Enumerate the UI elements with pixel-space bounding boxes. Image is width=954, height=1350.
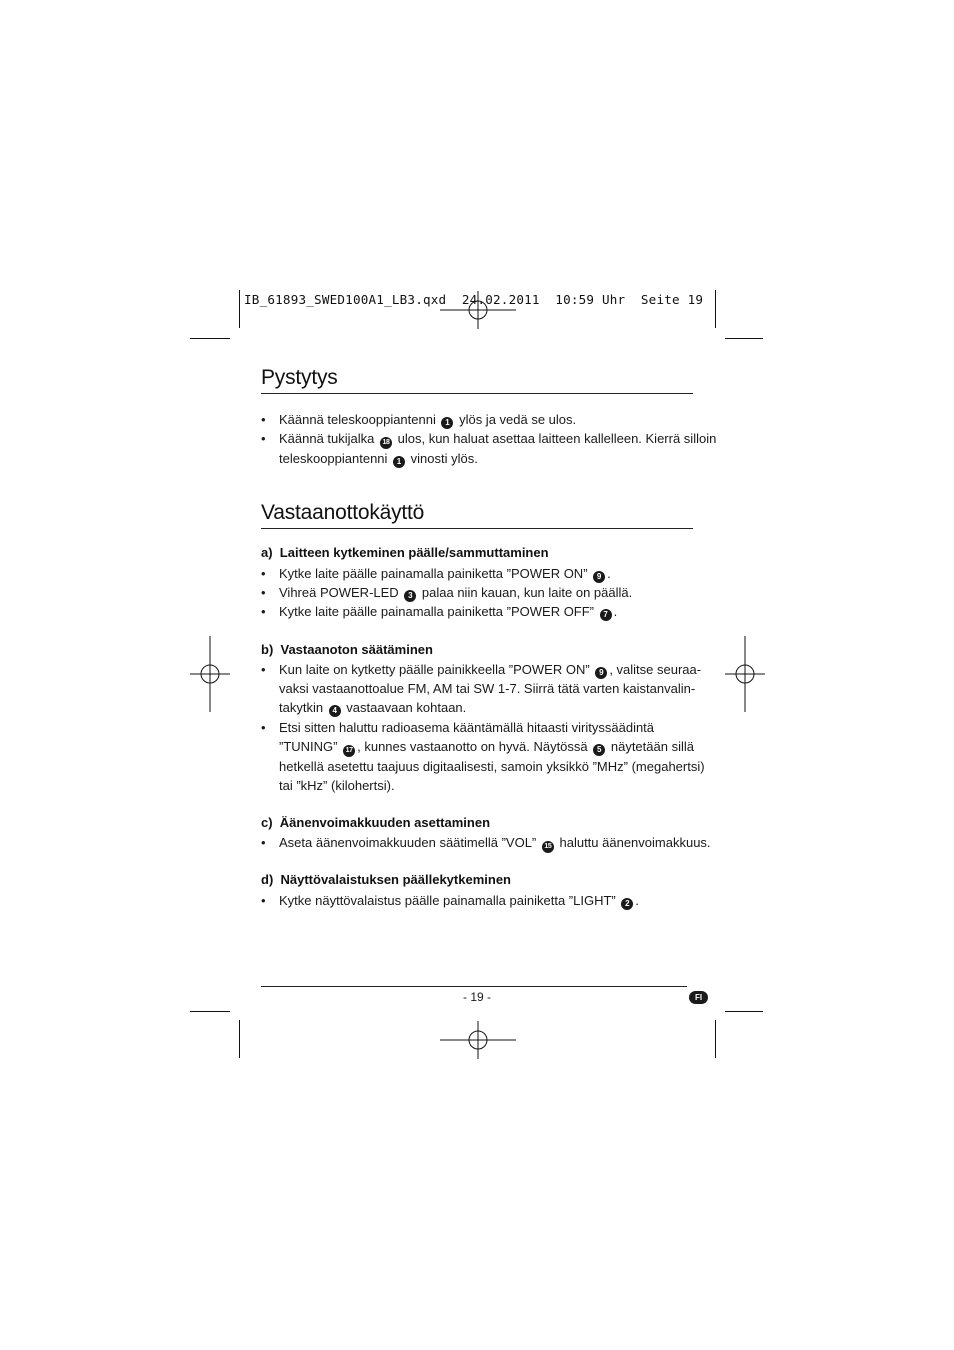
item-text: takytkin (279, 700, 327, 715)
item-text: Kytke laite päälle painamalla painiketta ”POWER ON” (279, 566, 592, 581)
item-text: vaksi vastaanottoalue FM, AM tai SW 1-7. Siirrä tätä varten kaistanvalin- (279, 681, 696, 696)
list-item: • Käännä tukijalka 18 ulos, kun haluat asettaa laitteen kallelleen. Kierrä silloin teleskooppiantenni 1 vinosti ylös. (261, 431, 717, 466)
item-text: Kytke laite päälle painamalla painiketta ”POWER OFF” (279, 604, 598, 619)
callout-number-icon: 1 (441, 417, 453, 429)
item-text: ”TUNING” (279, 739, 342, 754)
callout-number-icon: 7 (600, 609, 612, 621)
subsection-title-a: a) Laitteen kytkeminen päälle/sammuttaminen (261, 545, 549, 560)
item-text: ylös ja vedä se ulos. (455, 412, 577, 427)
subsection-title-c: c) Äänenvoimakkuuden asettaminen (261, 815, 491, 830)
crop-mark-bottom-right-h (725, 1011, 763, 1012)
item-text: . (613, 604, 618, 619)
crop-mark-bottom-left-v (239, 1020, 240, 1058)
list-item: • Kytke laite päälle painamalla painiketta ”POWER OFF” 7 . (261, 604, 618, 619)
list-item: • Kytke laite päälle painamalla painiketta ”POWER ON” 9 . (261, 566, 611, 581)
section-rule (261, 393, 693, 394)
item-text: , kunnes vastaanotto on hyvä. Näytössä (357, 739, 592, 754)
item-text: . (607, 566, 611, 581)
list-d (261, 891, 693, 910)
item-text: tai ”kHz” (kilohertsi). (279, 778, 395, 793)
item-text: Vihreä POWER-LED (279, 585, 403, 600)
registration-mark-left (190, 636, 230, 712)
callout-number-icon: 2 (621, 898, 633, 910)
item-text: . (635, 893, 639, 908)
callout-number-icon: 15 (542, 841, 554, 853)
item-text: Aseta äänenvoimakkuuden säätimellä ”VOL” (279, 835, 540, 850)
section-rule (261, 528, 693, 529)
crop-mark-top-left-v (239, 290, 240, 328)
item-text: vastaavaan kohtaan. (342, 700, 467, 715)
crop-mark-bottom-left-h (190, 1011, 230, 1012)
crop-mark-top-right-v (715, 290, 716, 328)
callout-number-icon: 3 (404, 590, 416, 602)
list-item: • Aseta äänenvoimakkuuden säätimellä ”VOL” 15 haluttu äänenvoimakkuus. (261, 833, 693, 853)
list-item: • Kytke näyttövalaistus päälle painamalla painiketta ”LIGHT” 2 . (261, 893, 639, 908)
item-text: Etsi sitten haluttu radioasema kääntämällä hitaasti virityssäädintä (279, 720, 655, 735)
item-text: hetkellä asetettu taajuus digitaalisesti, samoin yksikkö ”MHz” (megahertsi) (279, 759, 705, 774)
item-text: palaa niin kauan, kun laite on päällä. (418, 585, 633, 600)
item-text: ulos, kun haluat asettaa laitteen kallelleen. Kierrä silloin (394, 431, 717, 446)
registration-mark-bottom (440, 1021, 516, 1059)
item-text: Kun laite on kytketty päälle painikkeella ”POWER ON” (279, 662, 594, 677)
subsection-title-b: b) Vastaanoton säätäminen (261, 642, 433, 657)
crop-mark-top-left-h (190, 338, 230, 339)
callout-number-icon: 9 (593, 571, 605, 583)
callout-number-icon: 9 (595, 667, 607, 679)
callout-number-icon: 4 (329, 705, 341, 717)
callout-number-icon: 17 (343, 745, 355, 757)
print-header: IB_61893_SWED100A1_LB3.qxd 24.02.2011 10:59 Uhr Seite 19 (244, 292, 704, 307)
callout-number-icon: 18 (380, 437, 392, 449)
item-text: vinosti ylös. (407, 451, 478, 466)
item-text: teleskooppiantenni (279, 451, 392, 466)
list-item: • Kun laite on kytketty päälle painikkeella ”POWER ON” 9 , valitse seuraa- vaksi vastaanottoalue FM, AM tai SW 1-7. Siirrä tätä varten kaistanvalin- takytkin 4 vastaavaan kohtaan. (261, 662, 702, 715)
list-c (261, 833, 711, 853)
item-text: , valitse seuraa- (609, 662, 702, 677)
section-title-vastaanottokaytto: Vastaanottokäyttö (261, 501, 425, 524)
list-item: • Vihreä POWER-LED 3 palaa niin kauan, kun laite on päällä. (261, 585, 633, 600)
item-text: haluttu äänenvoimakkuus. (555, 835, 711, 850)
callout-number-icon: 5 (593, 744, 605, 756)
item-text: näytetään sillä (607, 739, 694, 754)
item-text: Käännä teleskooppiantenni (279, 412, 440, 427)
list-item: • Etsi sitten haluttu radioasema kääntämällä hitaasti virityssäädintä ”TUNING” 17 , kunnes vastaanotto on hyvä. Näytössä 5 näytetään sillä hetkellä asetettu taajuus digitaalisesti, samoin yksikkö ”MHz” (megahertsi) tai ”kHz” (kilohertsi). (261, 720, 705, 793)
list-pystytys (261, 410, 717, 468)
list-item: • Käännä teleskooppiantenni 1 ylös ja vedä se ulos. (261, 412, 577, 427)
item-text: Käännä tukijalka (279, 431, 379, 446)
page-number: - 19 - (462, 990, 491, 1004)
crop-mark-top-right-h (725, 338, 763, 339)
registration-mark-right (725, 636, 765, 712)
language-badge: FI (689, 991, 708, 1004)
callout-number-icon: 1 (393, 456, 405, 468)
footer-rule (261, 986, 687, 987)
list-a (261, 564, 693, 621)
section-title-pystytys: Pystytys (261, 366, 338, 389)
list-b (261, 660, 705, 795)
item-text: Kytke näyttövalaistus päälle painamalla painiketta ”LIGHT” (279, 893, 620, 908)
registration-mark-top (440, 291, 516, 329)
crop-mark-bottom-right-v (715, 1020, 716, 1058)
subsection-title-d: d) Näyttövalaistuksen päällekytkeminen (261, 872, 511, 887)
